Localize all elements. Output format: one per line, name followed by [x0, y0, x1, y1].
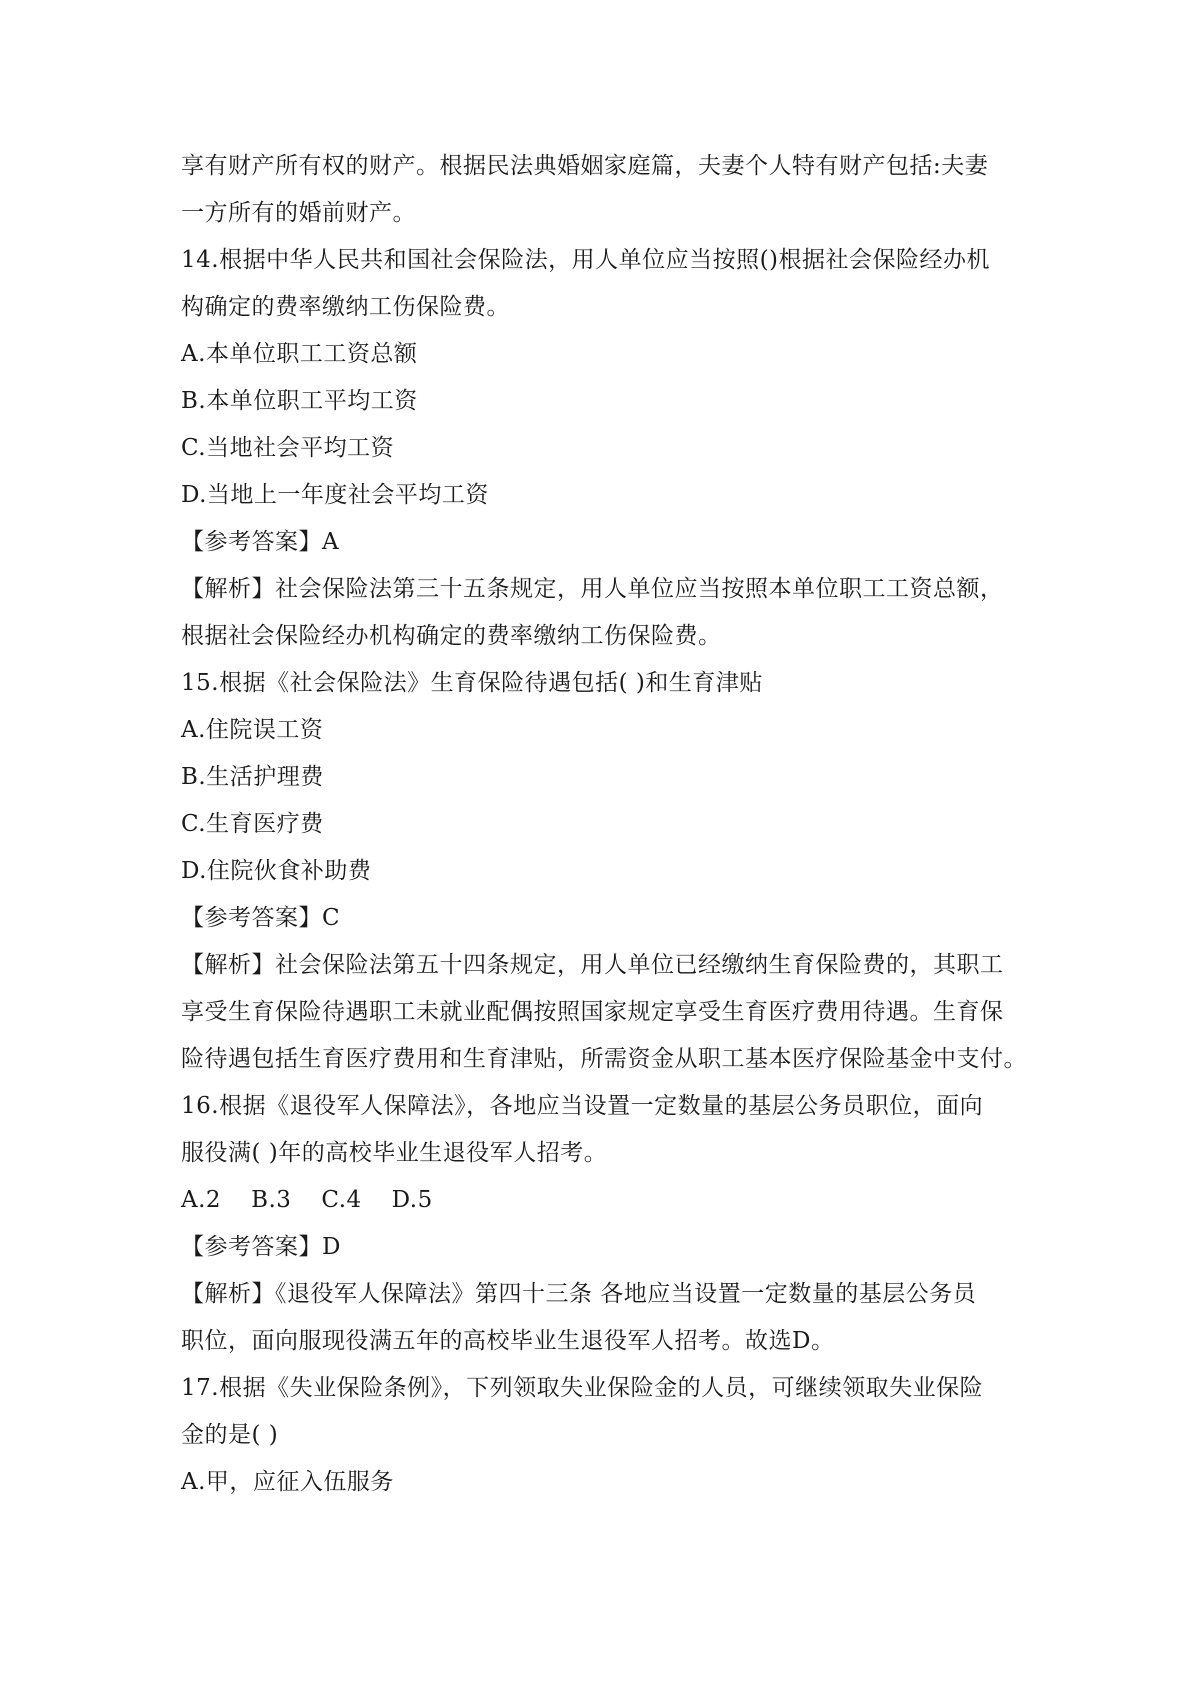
- question-16-stem: 16.根据《退役军人保障法》，各地应当设置一定数量的基层公务员职位，面向: [181, 1093, 984, 1119]
- question-16-stem: 服役满( )年的高校毕业生退役军人招考。: [181, 1140, 608, 1166]
- answer-line: 【参考答案】D: [181, 1234, 341, 1260]
- option-b: B.3: [251, 1187, 292, 1213]
- option-c: C.当地社会平均工资: [181, 435, 395, 461]
- explanation-line: 享受生育保险待遇职工未就业配偶按照国家规定享受生育医疗费用待遇。生育保: [181, 999, 1004, 1025]
- option-a: A.2: [181, 1187, 222, 1213]
- text-line: 一方所有的婚前财产。: [181, 200, 416, 226]
- document-page: [181, 143, 1041, 1506]
- explanation-line: 【解析】《退役军人保障法》第四十三条 各地应当设置一定数量的基层公务员: [181, 1281, 977, 1307]
- option-c: C.生育医疗费: [181, 811, 324, 837]
- option-d: D.当地上一年度社会平均工资: [181, 482, 489, 508]
- question-14-stem: 构确定的费率缴纳工伤保险费。: [181, 294, 510, 320]
- option-b: B.生活护理费: [181, 764, 324, 790]
- option-c: C.4: [321, 1187, 362, 1213]
- question-16-options: [181, 1177, 1041, 1224]
- question-17-stem: 金的是( ): [181, 1422, 279, 1448]
- explanation-line: 根据社会保险经办机构确定的费率缴纳工伤保险费。: [181, 623, 722, 649]
- answer-line: 【参考答案】A: [181, 529, 340, 555]
- option-a: A.本单位职工工资总额: [181, 341, 418, 367]
- explanation-line: 【解析】社会保险法第五十四条规定，用人单位已经缴纳生育保险费的，其职工: [181, 952, 1004, 978]
- question-14-stem: 14.根据中华人民共和国社会保险法，用人单位应当按照()根据社会保险经办机: [181, 247, 991, 273]
- explanation-line: 职位，面向服现役满五年的高校毕业生退役军人招考。故选D。: [181, 1328, 835, 1354]
- explanation-line: 险待遇包括生育医疗费用和生育津贴，所需资金从职工基本医疗保险基金中支付。: [181, 1046, 1027, 1072]
- question-15-stem: 15.根据《社会保险法》生育保险待遇包括( )和生育津贴: [181, 670, 763, 696]
- explanation-line: 【解析】社会保险法第三十五条规定，用人单位应当按照本单位职工工资总额，: [181, 576, 1004, 602]
- option-a: A.甲，应征入伍服务: [181, 1469, 394, 1495]
- question-17-stem: 17.根据《失业保险条例》，下列领取失业保险金的人员，可继续领取失业保险: [181, 1375, 984, 1401]
- option-b: B.本单位职工平均工资: [181, 388, 418, 414]
- option-d: D.5: [391, 1187, 433, 1213]
- text-line: 享有财产所有权的财产。根据民法典婚姻家庭篇，夫妻个人特有财产包括:夫妻: [181, 153, 989, 179]
- option-d: D.住院伙食补助费: [181, 858, 372, 884]
- option-a: A.住院误工资: [181, 717, 324, 743]
- answer-line: 【参考答案】C: [181, 905, 341, 931]
